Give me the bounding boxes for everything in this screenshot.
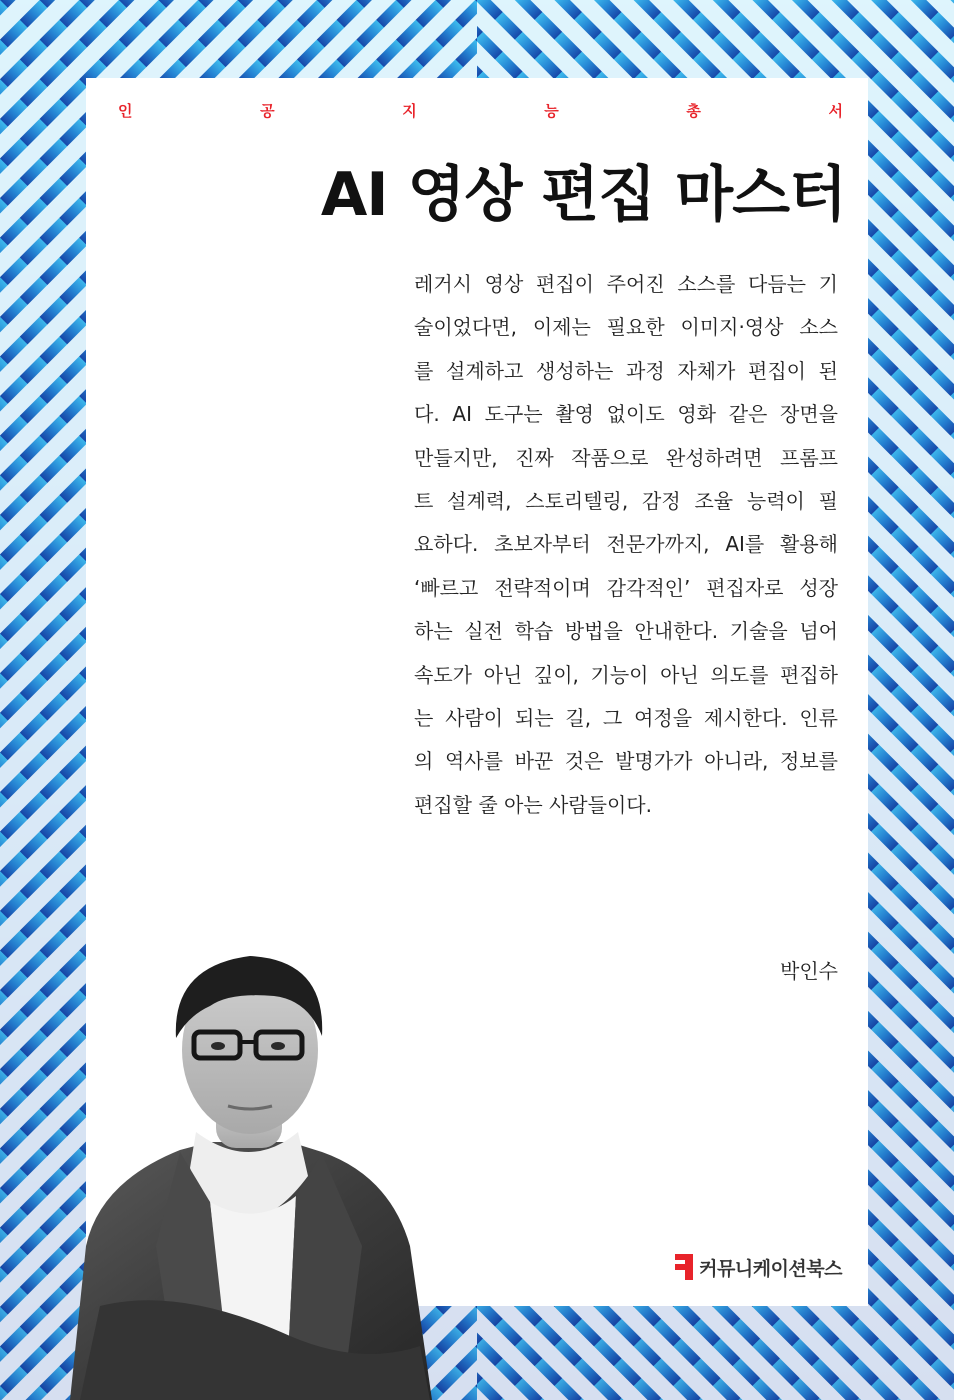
author-photo [60,946,460,1400]
book-title: AI 영상 편집 마스터 [320,160,846,230]
description-line: 를 설계하고 생성하는 과정 자체가 편집이 된 [414,358,838,383]
series-label [118,98,843,124]
description-line: 레거시 영상 편집이 주어진 소스를 다듬는 기 [414,272,838,296]
publisher-name: 커뮤니케이션북스 [699,1257,842,1280]
description-line: 요하다. 초보자부터 전문가까지, AI를 활용해 [414,532,838,557]
series-char: 능 [544,102,559,120]
series-char: 공 [260,102,275,120]
description-line: 다. AI 도구는 촬영 없이도 영화 같은 장면을 [414,402,838,427]
series-char: 총 [686,102,701,120]
description-line: 술이었다면, 이제는 필요한 이미지·영상 소스 [414,315,838,340]
description-line: 속도가 아닌 깊이, 기능이 아닌 의도를 편집하 [414,662,838,687]
description-line: 트 설계력, 스토리텔링, 감정 조율 능력이 필 [414,489,838,514]
series-char: 지 [402,102,417,120]
description-line: 만들지만, 진짜 작품으로 완성하려면 프롬프 [414,445,838,470]
publisher-logo [622,1252,842,1282]
description-line: 의 역사를 바꾼 것은 발명가가 아니라, 정보를 [414,749,838,774]
description-line: 편집할 줄 아는 사람들이다. [414,792,652,817]
series-char: 서 [828,102,843,120]
description-line: 하는 실전 학습 방법을 안내한다. 기술을 넘어 [414,619,838,644]
description-line: ‘빠르고 전략적이며 감각적인’ 편집자로 성장 [414,575,838,600]
book-description [414,263,838,827]
author-name: 박인수 [780,959,838,983]
description-line: 는 사람이 되는 길, 그 여정을 제시한다. 인류 [414,706,838,731]
publisher-mark-icon [675,1254,693,1280]
series-char: 인 [118,102,133,120]
